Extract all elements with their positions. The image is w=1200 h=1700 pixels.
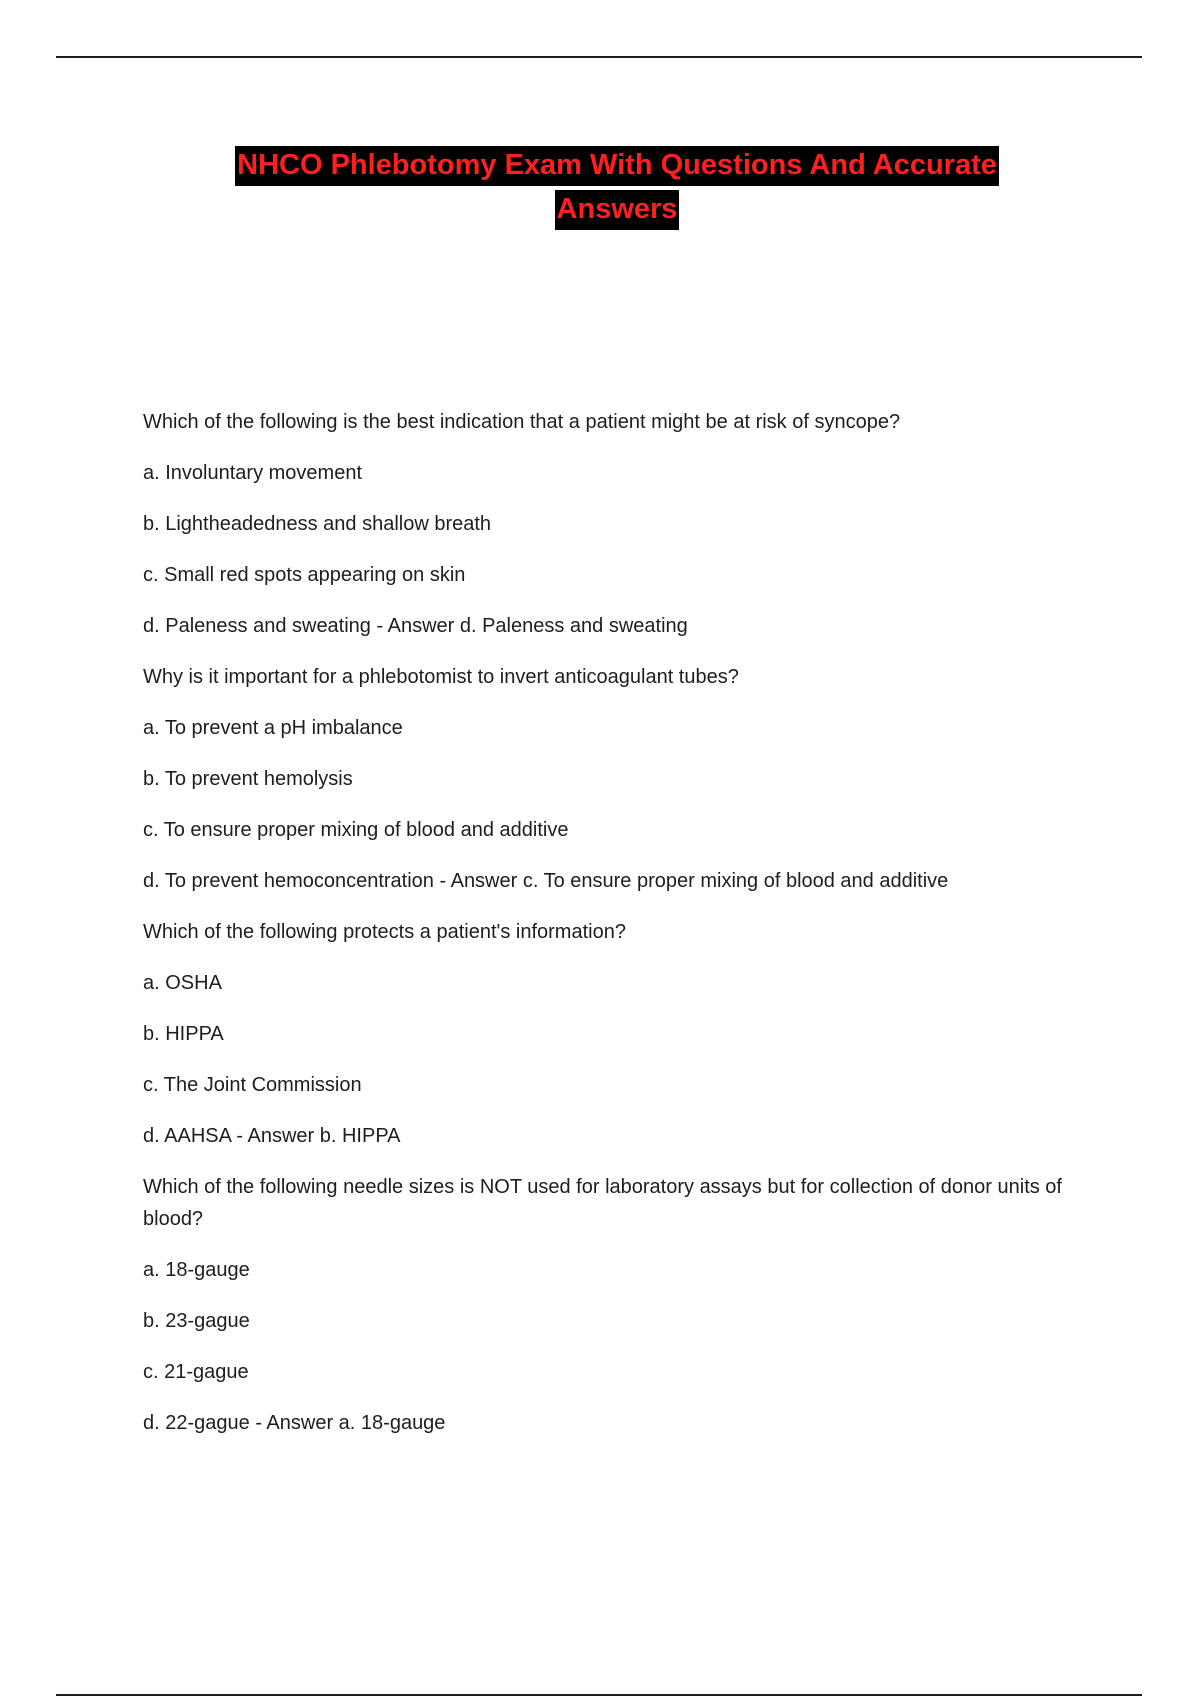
question-2-option-a: a. To prevent a pH imbalance: [143, 717, 403, 739]
question-list: [143, 406, 1093, 1458]
question-4-option-c: c. 21-gague: [143, 1361, 249, 1383]
question-3: Which of the following protects a patient's information?: [143, 921, 626, 943]
question-1-option-c: c. Small red spots appearing on skin: [143, 564, 466, 586]
question-3-option-b: b. HIPPA: [143, 1023, 224, 1045]
question-1: Which of the following is the best indication that a patient might be at risk of syncope?: [143, 411, 901, 433]
question-1-option-a: a. Involuntary movement: [143, 462, 362, 484]
question-2-option-b: b. To prevent hemolysis: [143, 768, 353, 790]
question-2: Why is it important for a phlebotomist to invert anticoagulant tubes?: [143, 666, 739, 688]
bottom-rule: [56, 1694, 1142, 1696]
question-3-option-a: a. OSHA: [143, 972, 222, 994]
question-3-option-d-answer: d. AAHSA - Answer b. HIPPA: [143, 1125, 401, 1147]
question-4: Which of the following needle sizes is NOT used for laboratory assays but for collection of donor units of blood?: [143, 1176, 1062, 1230]
question-4-option-a: a. 18-gauge: [143, 1259, 250, 1281]
question-4-option-b: b. 23-gague: [143, 1310, 250, 1332]
top-rule: [56, 56, 1142, 58]
title-line-1: NHCO Phlebotomy Exam With Questions And Accurate: [235, 146, 999, 186]
question-1-option-d-answer: d. Paleness and sweating - Answer d. Paleness and sweating: [143, 615, 688, 637]
question-1-option-b: b. Lightheadedness and shallow breath: [143, 513, 492, 535]
question-3-option-c: c. The Joint Commission: [143, 1074, 362, 1096]
question-2-option-d-answer: d. To prevent hemoconcentration - Answer c. To ensure proper mixing of blood and additive: [143, 870, 949, 892]
question-4-option-d-answer: d. 22-gague - Answer a. 18-gauge: [143, 1412, 446, 1434]
question-2-option-c: c. To ensure proper mixing of blood and additive: [143, 819, 569, 841]
title-line-2: Answers: [555, 190, 680, 230]
document-title: [60, 143, 1174, 231]
